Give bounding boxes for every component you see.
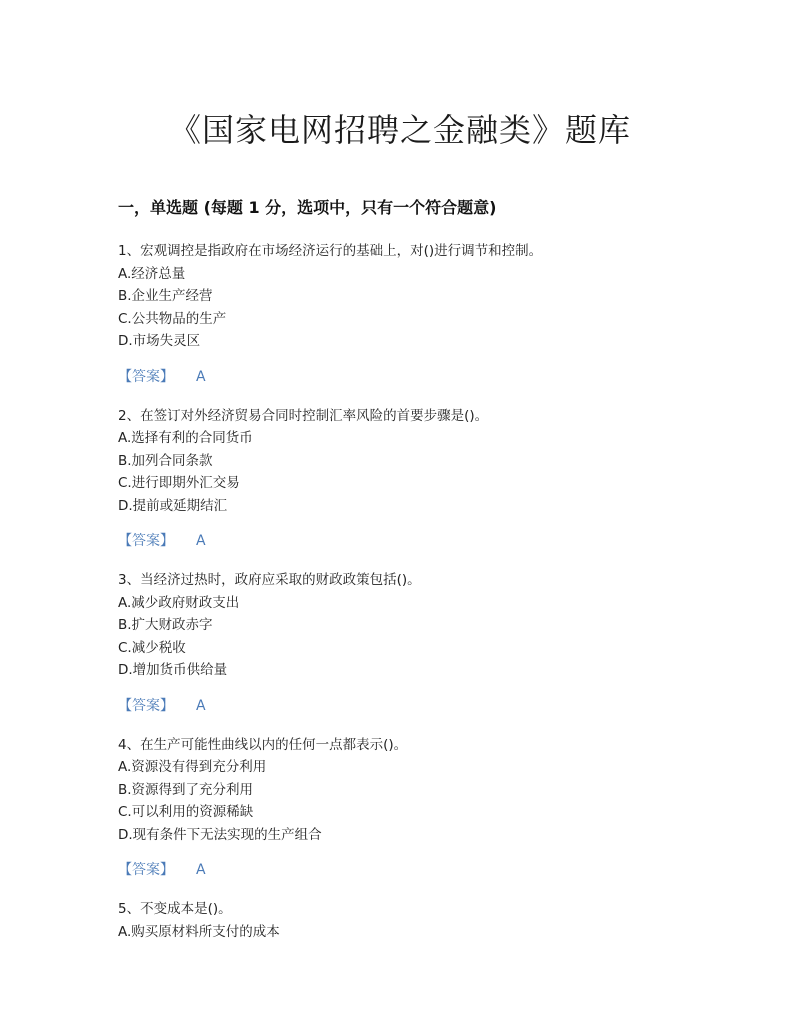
answer-option: B.扩大财政赤字	[118, 617, 213, 633]
question-list	[118, 240, 718, 943]
question-spacer	[118, 552, 718, 569]
answer-value: A	[196, 533, 206, 549]
answer-option: A.经济总量	[118, 265, 186, 282]
answer-option: D.增加货币供给量	[118, 662, 228, 678]
section-heading: 一，单选题 (每题 1 分，选项中，只有一个符合题意)	[118, 198, 497, 217]
question-spacer	[118, 881, 718, 898]
answer-row	[118, 530, 718, 552]
answer-label: 【答案】	[118, 533, 174, 549]
answer-option: B.加列合同条款	[118, 452, 213, 469]
answer-option: A.减少政府财政支出	[118, 594, 240, 611]
answer-value: A	[196, 697, 206, 714]
answer-option: D.市场失灵区	[118, 333, 201, 349]
question-stem: 5、不变成本是()。	[118, 901, 232, 917]
question-item	[118, 734, 718, 899]
question-item	[118, 569, 718, 734]
answer-option: B.企业生产经营	[118, 288, 213, 304]
question-item	[118, 240, 718, 405]
answer-option: A.购买原材料所支付的成本	[118, 923, 280, 940]
question-item	[118, 898, 718, 943]
answer-value: A	[196, 368, 206, 385]
question-spacer	[118, 388, 718, 405]
answer-option: C.减少税收	[118, 639, 186, 656]
answer-label: 【答案】	[118, 697, 174, 714]
answer-row	[118, 859, 718, 881]
question-spacer	[118, 717, 718, 734]
answer-label: 【答案】	[118, 862, 174, 878]
question-stem: 3、当经济过热时，政府应采取的财政政策包括()。	[118, 572, 421, 588]
answer-option: C.可以利用的资源稀缺	[118, 804, 254, 820]
question-stem: 4、在生产可能性曲线以内的任何一点都表示()。	[118, 736, 408, 753]
answer-option: D.提前或延期结汇	[118, 497, 228, 514]
document-title: 《国家电网招聘之金融类》题库	[168, 111, 631, 149]
answer-option: C.进行即期外汇交易	[118, 475, 240, 491]
answer-option: A.选择有利的合同货币	[118, 430, 253, 446]
question-stem: 2、在签订对外经济贸易合同时控制汇率风险的首要步骤是()。	[118, 407, 489, 424]
answer-row	[118, 366, 718, 388]
answer-value: A	[196, 862, 206, 878]
answer-option: D.现有条件下无法实现的生产组合	[118, 826, 322, 843]
answer-option: A.资源没有得到充分利用	[118, 759, 267, 775]
answer-row	[118, 695, 718, 717]
question-item	[118, 405, 718, 570]
answer-option: B.资源得到了充分利用	[118, 781, 254, 798]
answer-option: C.公共物品的生产	[118, 310, 227, 327]
question-stem: 1、宏观调控是指政府在市场经济运行的基础上，对()进行调节和控制。	[118, 243, 543, 259]
answer-label: 【答案】	[118, 368, 174, 385]
